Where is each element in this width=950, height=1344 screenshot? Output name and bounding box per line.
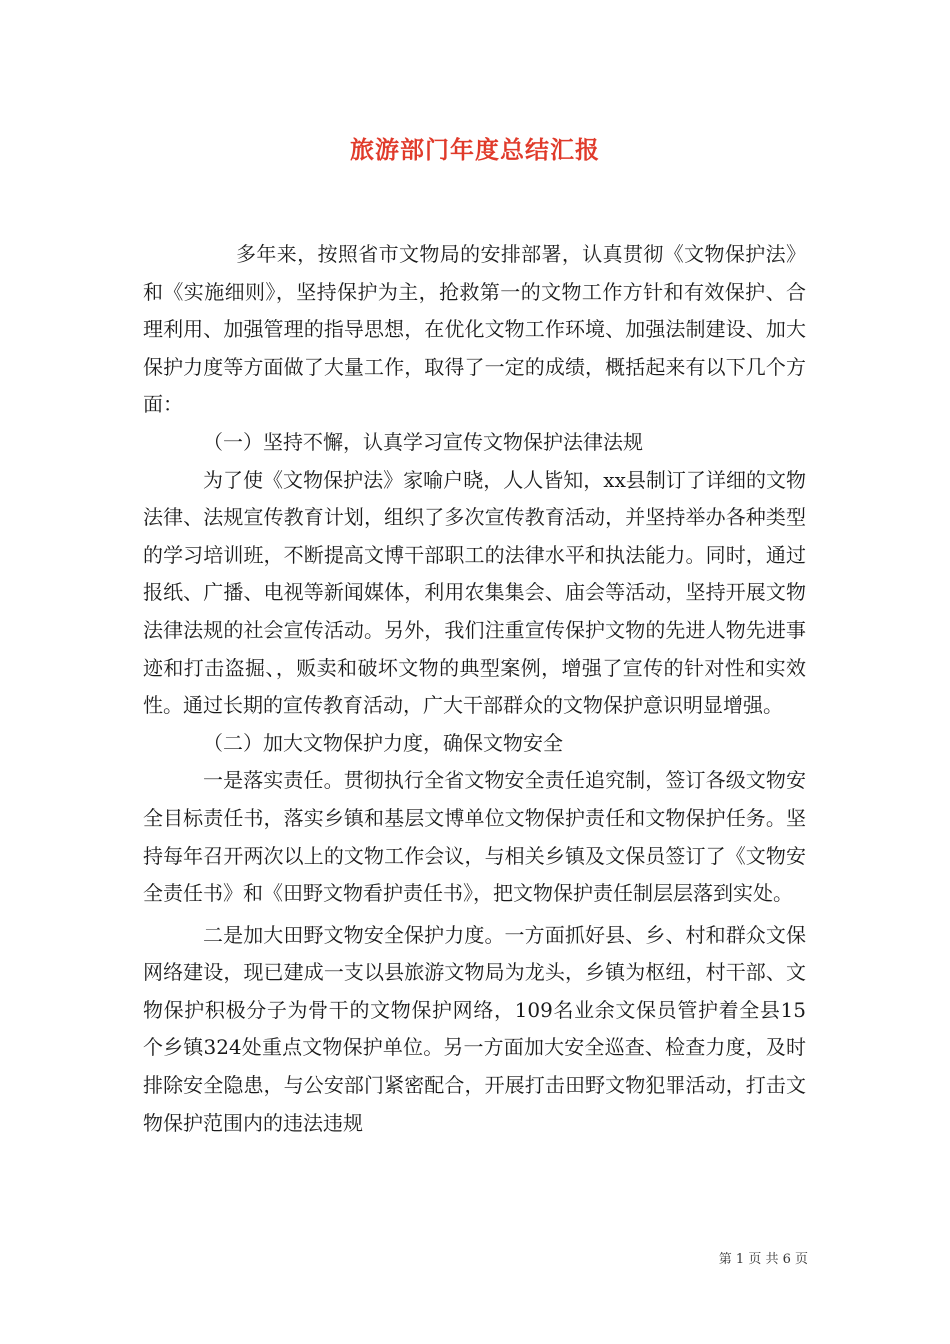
section-heading-1: （一）坚持不懈，认真学习宣传文物保护法律法规 <box>203 429 643 454</box>
paragraph-intro: 多年来，按照省市文物局的安排部署，认真贯彻《文物保护法》和《实施细则》，坚持保护为主，抢救第一的文物工作方针和有效保护、合理利用、加强管理的指导思想，在优化文物工作环境、加强法制建设、加大保护力度等方面做了大量工作，取得了一定的成绩，概括起来有以下几个方面： <box>143 242 806 417</box>
document-body <box>143 236 806 1142</box>
document-title: 旅游部门年度总结汇报 <box>350 135 600 164</box>
page-number: 第 1 页 共 6 页 <box>718 1252 808 1267</box>
paragraph-publicity: 为了使《文物保护法》家喻户晓，人人皆知，xx县制订了详细的文物法律、法规宣传教育计划，组织了多次宣传教育活动，并坚持举办各种类型的学习培训班，不断提高文博干部职工的法律水平和执法能力。同时，通过报纸、广播、电视等新闻媒体，利用农集集会、庙会等活动，坚持开展文物法律法规的社会宣传活动。另外，我们注重宣传保护文物的先进人物先进事迹和打击盗掘、，贩卖和破坏文物的典型案例，增强了宣传的针对性和实效性。通过长期的宣传教育活动，广大干部群众的文物保护意识明显增强。 <box>143 467 806 718</box>
paragraph-responsibility: 一是落实责任。贯彻执行全省文物安全责任追究制，签订各级文物安全目标责任书，落实乡镇和基层文博单位文物保护责任和文物保护任务。坚持每年召开两次以上的文物工作会议，与相关乡镇及文保员签订了《文物安全责任书》和《田野文物看护责任书》，把文物保护责任制层层落到实处。 <box>143 768 806 906</box>
section-heading-2: （二）加大文物保护力度，确保文物安全 <box>203 730 563 755</box>
paragraph-field-protection: 二是加大田野文物安全保护力度。一方面抓好县、乡、村和群众文保网络建设，现已建成一支以县旅游文物局为龙头，乡镇为枢纽，村干部、文物保护积极分子为骨干的文物保护网络，109名业余文保员管护着全县15个乡镇324处重点文物保护单位。另一方面加大安全巡查、检查力度，及时排除安全隐患，与公安部门紧密配合，开展打击田野文物犯罪活动，打击文物保护范围内的违法违规 <box>143 922 806 1135</box>
